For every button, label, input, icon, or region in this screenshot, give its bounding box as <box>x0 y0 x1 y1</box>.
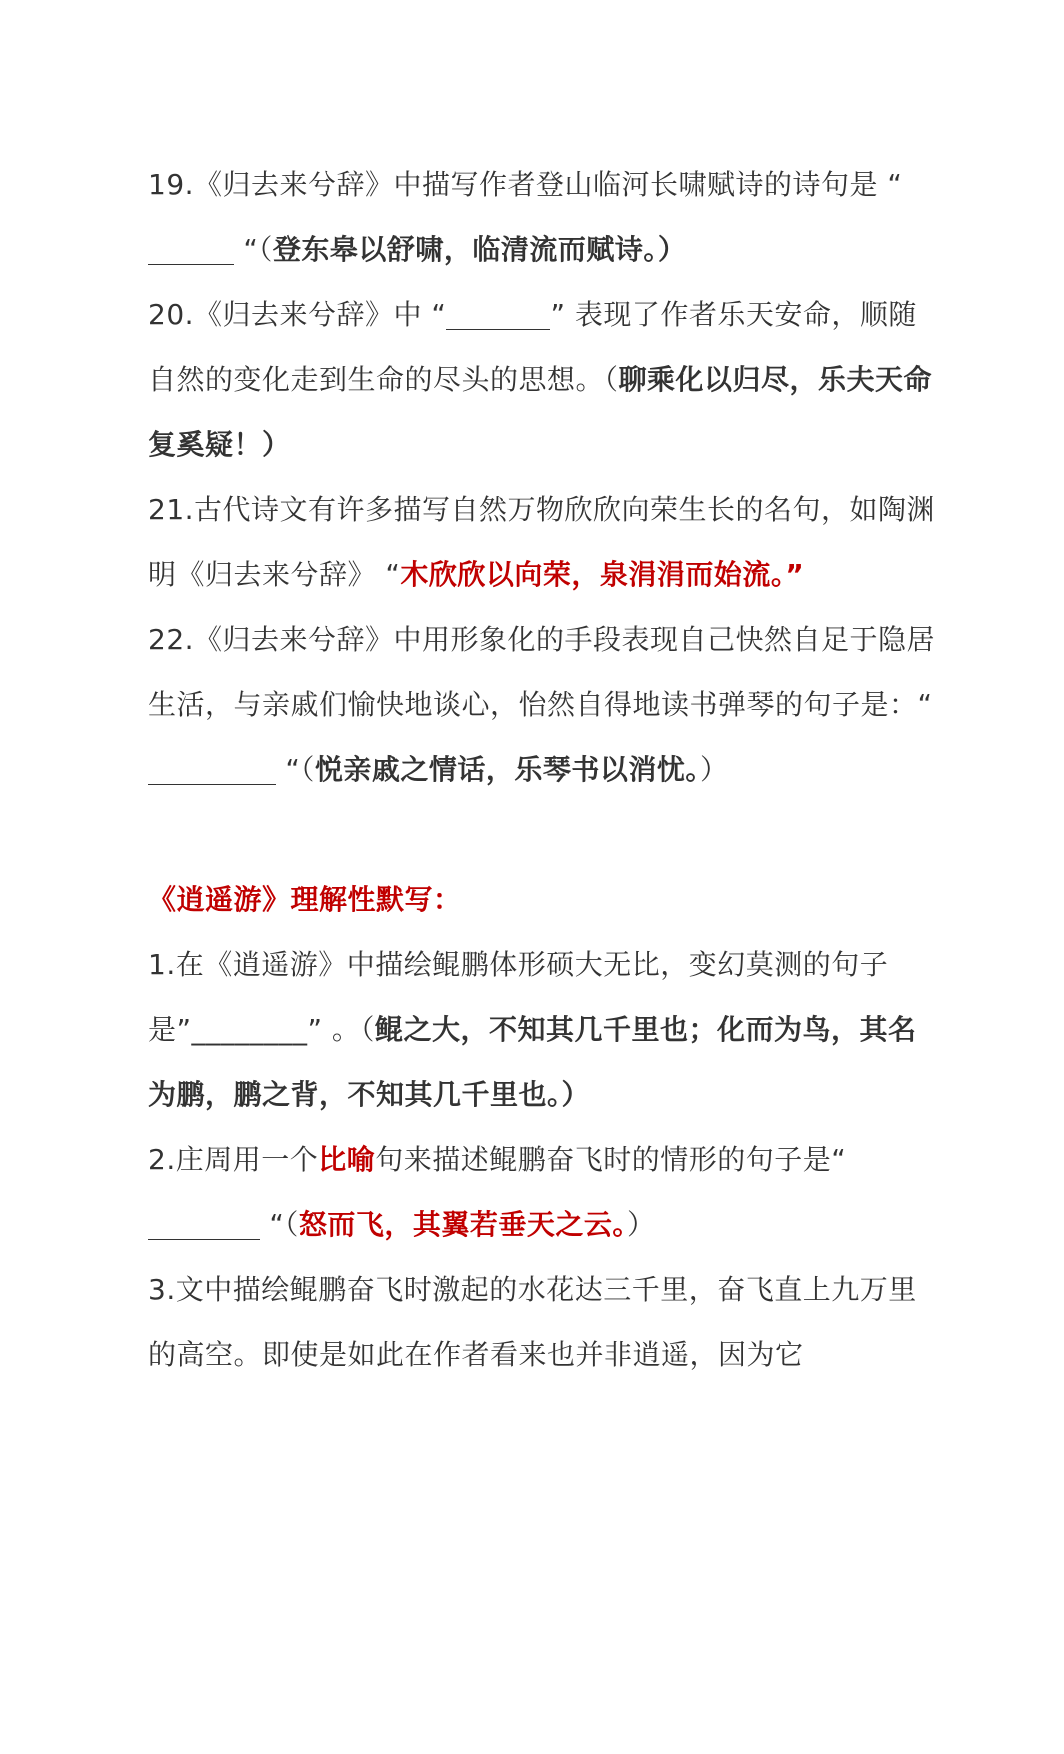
question-21-text: 21.古代诗文有许多描写自然万物欣欣向荣生长的名句，如陶渊明《归去来兮辞》 “ <box>148 493 936 591</box>
question-22-end: ） <box>699 753 729 786</box>
question-20-blank <box>446 297 550 330</box>
question-22-close: “（ <box>276 753 315 786</box>
section-question-2-blank <box>148 1207 260 1240</box>
section-question-1 <box>148 932 938 1127</box>
section-question-1-text: 1.在《逍遥游》中描绘鲲鹏体形硕大无比，变幻莫测的句子是” <box>148 948 889 1046</box>
section-question-3: 3.文中描绘鲲鹏奋飞时激起的水花达三千里，奋飞直上九万里的高空。即使是如此在作者看来也并非逍遥，因为它 <box>148 1273 917 1371</box>
section-question-2-text: 2.庄周用一个 <box>148 1143 319 1176</box>
document-content <box>148 152 938 1387</box>
section-question-2-close: “（ <box>260 1208 299 1241</box>
question-22-text: 22.《归去来兮辞》中用形象化的手段表现自己快然自足于隐居生活，与亲戚们愉快地谈心，怡然自得地读书弹琴的句子是：“ <box>148 623 936 721</box>
section-question-2-highlight: 比喻 <box>318 1143 376 1176</box>
section-question-1-mid: ” 。（ <box>307 1013 375 1046</box>
question-19-text: 19.《归去来兮辞》中描写作者登山临河长啸赋诗的诗句是 “ <box>148 168 903 201</box>
section-question-2-end: ） <box>626 1208 656 1241</box>
section-title: 《逍遥游》理解性默写： <box>148 883 462 916</box>
question-20 <box>148 282 938 477</box>
question-22 <box>148 607 938 802</box>
section-question-2 <box>148 1127 938 1257</box>
question-22-answer: 悦亲戚之情话，乐琴书以消忧。 <box>314 753 700 786</box>
question-20-mid: ” 表现了作者乐天安命，顺随自然的变化走到生命的尽头的思想。（ <box>148 298 917 396</box>
question-19-blank <box>148 232 234 265</box>
question-21-answer: 木欣欣以向荣，泉涓涓而始流。” <box>400 558 805 591</box>
section-question-2-answer: 怒而飞，其翼若垂天之云。 <box>298 1208 627 1241</box>
question-19-close: “（ <box>234 233 273 266</box>
question-21 <box>148 477 938 607</box>
section-question-2-mid: 句来描述鲲鹏奋飞时的情形的句子是“ <box>375 1143 847 1176</box>
section-question-1-answer: 鲲之大，不知其几千里也；化而为鸟，其名为鹏，鹏之背，不知其几千里也。） <box>148 1013 917 1111</box>
question-19-answer: 登东皋以舒啸，临清流而赋诗。） <box>272 233 687 266</box>
question-20-answer: 聊乘化以归尽，乐夫天命复奚疑！） <box>148 363 933 461</box>
question-19 <box>148 152 938 282</box>
question-22-blank <box>148 752 276 785</box>
question-20-text: 20.《归去来兮辞》中 “ <box>148 298 447 331</box>
section-question-1-blank: ________ <box>191 1013 308 1046</box>
